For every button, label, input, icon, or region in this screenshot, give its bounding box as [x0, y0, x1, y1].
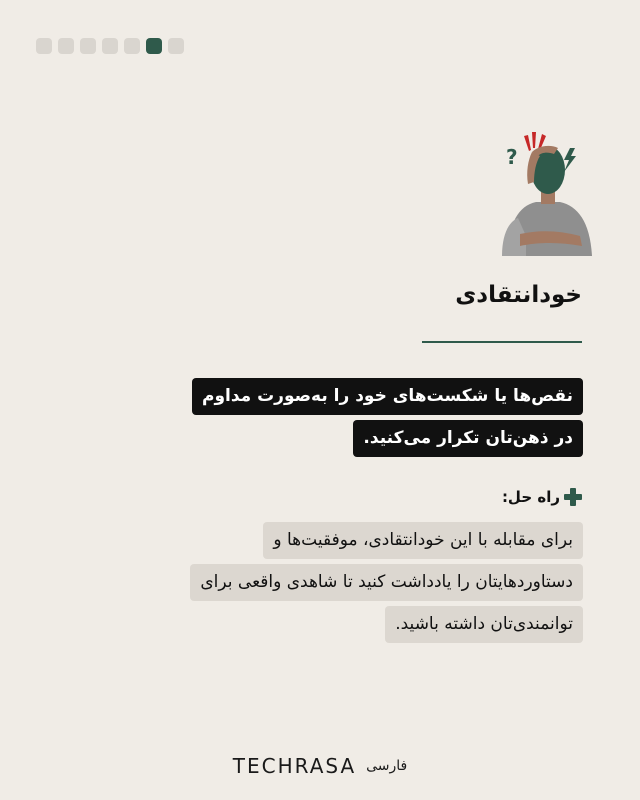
progress-dot-active — [146, 38, 162, 54]
page-title: خودانتقادی — [455, 282, 582, 308]
title-divider — [422, 341, 582, 343]
progress-dot — [102, 38, 118, 54]
solution-line: برای مقابله با این خودانتقادی، موفقیت‌ها و — [263, 522, 583, 559]
brand-locale: فارسی — [366, 758, 408, 774]
progress-dot — [58, 38, 74, 54]
progress-dot — [36, 38, 52, 54]
problem-line: نقص‌ها یا شکست‌های خود را به‌صورت مداوم — [192, 378, 583, 415]
problem-line: در ذهن‌تان تکرار می‌کنید. — [353, 420, 583, 457]
plus-icon — [564, 488, 582, 506]
slide-progress-dots — [36, 38, 184, 54]
brand-logo: TECHRASA — [232, 754, 357, 778]
progress-dot — [124, 38, 140, 54]
progress-dot — [80, 38, 96, 54]
footer-brand — [0, 754, 640, 778]
solution-label-text: راه حل: — [501, 488, 560, 506]
solution-label — [502, 488, 582, 506]
progress-dot — [168, 38, 184, 54]
svg-text:?: ? — [506, 145, 518, 169]
stressed-person-illustration — [498, 126, 598, 256]
solution-line: دستاوردهایتان را یادداشت کنید تا شاهدی واقعی برای — [190, 564, 583, 601]
solution-line: توانمندی‌تان داشته باشید. — [385, 606, 583, 643]
